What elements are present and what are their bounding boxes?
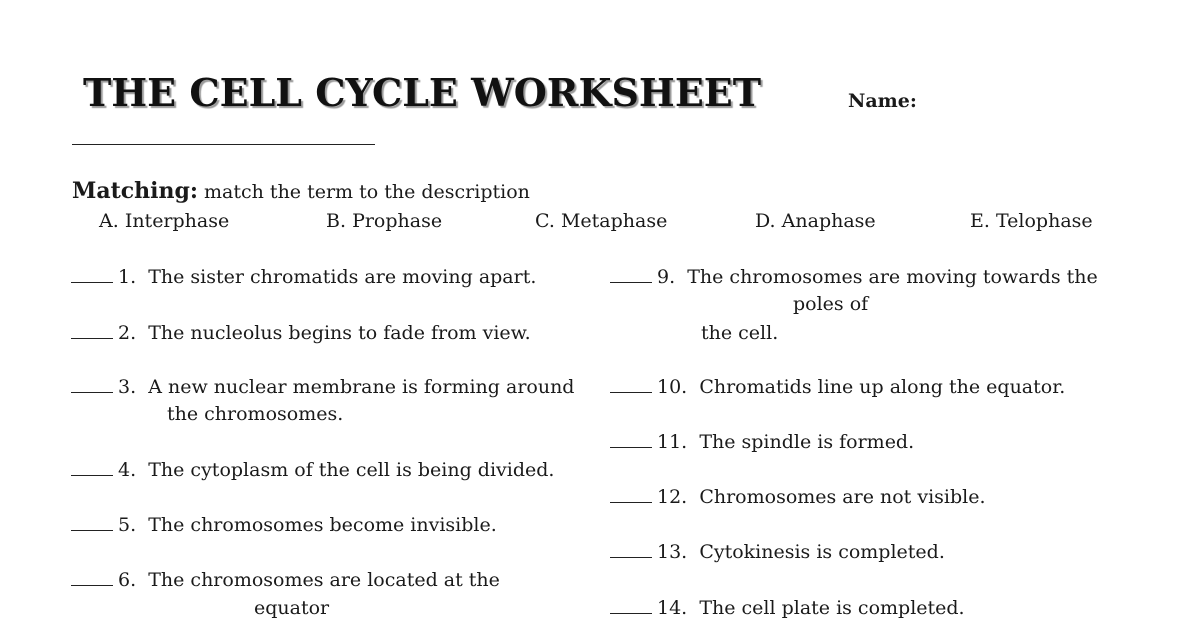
question-number: 5. xyxy=(118,514,137,536)
question-number: 4. xyxy=(118,459,137,481)
name-underline xyxy=(72,144,375,145)
matching-instructions xyxy=(72,178,530,204)
question-text: A new nuclear membrane is forming around xyxy=(148,376,575,398)
question-number: 11. xyxy=(657,431,688,453)
question-text: Cytokinesis is completed. xyxy=(699,541,945,563)
option-term: Interphase xyxy=(124,210,230,232)
question-1 xyxy=(71,264,536,291)
question-6 xyxy=(71,567,500,594)
question-3-continuation: the chromosomes. xyxy=(167,403,344,425)
question-6-continuation: equator xyxy=(254,597,330,619)
question-number: 9. xyxy=(657,266,676,288)
question-13 xyxy=(610,539,945,566)
option-d xyxy=(755,210,876,232)
answer-blank[interactable] xyxy=(610,376,652,393)
option-term: Telophase xyxy=(995,210,1093,232)
question-number: 10. xyxy=(657,376,688,398)
question-12 xyxy=(610,484,986,511)
question-text: The chromosomes become invisible. xyxy=(148,514,497,536)
option-a xyxy=(99,210,229,232)
question-3 xyxy=(71,374,574,401)
option-term: Metaphase xyxy=(560,210,668,232)
question-5 xyxy=(71,512,497,539)
question-text: The chromosomes are located at the xyxy=(148,569,500,591)
question-2 xyxy=(71,320,531,347)
option-letter: E. xyxy=(970,210,990,232)
question-text: Chromosomes are not visible. xyxy=(699,486,986,508)
answer-blank[interactable] xyxy=(610,597,652,614)
question-number: 1. xyxy=(118,266,137,288)
question-text: Chromatids line up along the equator. xyxy=(699,376,1066,398)
question-14 xyxy=(610,595,965,622)
name-label: Name: xyxy=(848,90,917,112)
question-text: The spindle is formed. xyxy=(699,431,915,453)
question-text: The chromosomes are moving towards the xyxy=(687,266,1098,288)
question-number: 2. xyxy=(118,322,137,344)
question-number: 14. xyxy=(657,597,688,619)
question-9-continuation-2: the cell. xyxy=(701,322,779,344)
worksheet-title: THE CELL CYCLE WORKSHEET xyxy=(83,70,762,115)
answer-blank[interactable] xyxy=(71,459,113,476)
option-b xyxy=(326,210,442,232)
answer-blank[interactable] xyxy=(71,322,113,339)
option-letter: B. xyxy=(326,210,347,232)
option-e xyxy=(970,210,1093,232)
question-text: The nucleolus begins to fade from view. xyxy=(148,322,531,344)
question-11 xyxy=(610,429,914,456)
question-number: 13. xyxy=(657,541,688,563)
question-number: 12. xyxy=(657,486,688,508)
question-text: The sister chromatids are moving apart. xyxy=(148,266,537,288)
answer-blank[interactable] xyxy=(71,266,113,283)
answer-blank[interactable] xyxy=(71,514,113,531)
answer-blank[interactable] xyxy=(71,569,113,586)
question-10 xyxy=(610,374,1065,401)
answer-blank[interactable] xyxy=(610,431,652,448)
option-term: Prophase xyxy=(352,210,443,232)
answer-blank[interactable] xyxy=(610,541,652,558)
question-4 xyxy=(71,457,554,484)
answer-blank[interactable] xyxy=(71,376,113,393)
answer-blank[interactable] xyxy=(610,266,652,283)
option-letter: A. xyxy=(99,210,119,232)
question-9 xyxy=(610,264,1098,291)
question-number: 6. xyxy=(118,569,137,591)
matching-label: Matching: xyxy=(72,178,199,204)
question-text: The cell plate is completed. xyxy=(699,597,965,619)
question-9-continuation: poles of xyxy=(793,293,869,315)
matching-description: match the term to the description xyxy=(204,181,530,203)
option-letter: D. xyxy=(755,210,776,232)
question-number: 3. xyxy=(118,376,137,398)
question-text: The cytoplasm of the cell is being divided. xyxy=(148,459,555,481)
option-term: Anaphase xyxy=(781,210,876,232)
option-c xyxy=(535,210,667,232)
option-letter: C. xyxy=(535,210,555,232)
answer-blank[interactable] xyxy=(610,486,652,503)
